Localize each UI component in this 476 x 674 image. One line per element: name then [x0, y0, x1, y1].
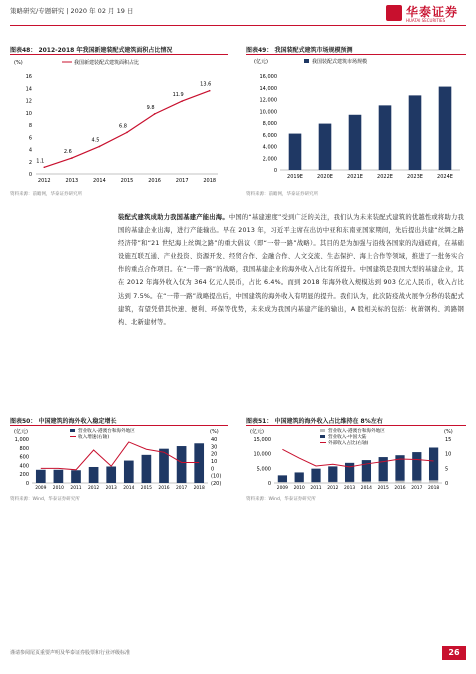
y-tick-label: 14,000 [259, 85, 277, 92]
legend-label: 营业收入-中国大陆 [328, 435, 367, 440]
data-label: 1.1 [36, 158, 45, 165]
x-tick-label: 2015 [120, 178, 134, 184]
x-tick-label: 2011 [310, 486, 322, 491]
y-tick-label-left: 200 [19, 472, 29, 479]
x-tick-label: 2018 [193, 486, 205, 491]
y-tick-label-left: 10,000 [253, 451, 271, 458]
bar [345, 463, 354, 482]
x-tick-label: 2021E [347, 174, 363, 180]
x-tick-label: 2014 [123, 486, 135, 491]
data-label: 9.8 [146, 104, 155, 111]
bar [89, 467, 99, 483]
y-tick-label: 2 [28, 159, 32, 166]
bar [362, 482, 371, 483]
y-tick-label-left: 600 [19, 454, 29, 461]
legend-label: 收入增速(右轴) [78, 435, 110, 440]
x-tick-label: 2012 [88, 486, 100, 491]
logo-subtext: HUATAI SECURITIES [406, 18, 446, 23]
bar [319, 124, 332, 170]
y-tick-label-right: 20 [211, 451, 218, 458]
x-tick-label: 2012 [327, 486, 339, 491]
y-tick-label: 2,000 [262, 156, 277, 163]
data-point [154, 113, 156, 115]
y-tick-label: 6 [28, 135, 32, 142]
x-tick-label: 2010 [52, 486, 64, 491]
bar [194, 443, 204, 483]
data-point [209, 90, 211, 92]
bar [278, 482, 287, 483]
brand-logo [386, 3, 466, 27]
bar [429, 447, 438, 480]
y-axis-unit: (亿元) [254, 59, 268, 65]
x-tick-label: 2013 [105, 486, 117, 491]
figure-48-source: 资料来源：前瞻网，华泰证券研究所 [10, 192, 82, 197]
bar [328, 466, 337, 482]
y-tick-label-right: (20) [211, 481, 222, 487]
y-tick-label: 10 [25, 110, 32, 117]
bar [278, 475, 287, 482]
bar [412, 452, 421, 480]
bar [379, 105, 392, 170]
data-point [126, 132, 128, 134]
x-tick-label: 2023E [407, 174, 423, 180]
y-axis-unit-right: (%) [444, 429, 453, 435]
y-axis-unit-left: (亿元) [250, 429, 264, 435]
y-tick-label-right: 0 [445, 481, 449, 487]
x-tick-label: 2009 [35, 486, 47, 491]
data-label: 11.9 [172, 92, 184, 99]
y-tick-label-right: 30 [211, 444, 218, 451]
x-tick-label: 2013 [344, 486, 356, 491]
bar [289, 134, 302, 170]
figure-51-title: 图表51： 中国建筑的海外收入占比维持在 8%左右 [246, 418, 383, 425]
data-label: 4.5 [91, 137, 100, 144]
bar [311, 469, 320, 482]
y-tick-label: 0 [273, 168, 277, 174]
y-tick-label: 12 [25, 98, 32, 105]
x-tick-label: 2018 [203, 178, 217, 184]
x-tick-label: 2016 [148, 178, 161, 184]
y-tick-label: 16,000 [259, 74, 277, 80]
chart-area-share [10, 56, 228, 188]
data-point [181, 100, 183, 102]
figure-49-rule [246, 54, 466, 55]
x-tick-label: 2016 [158, 486, 170, 491]
y-tick-label-left: 400 [19, 463, 29, 470]
chart-overseas-revenue [10, 427, 228, 495]
bar [71, 470, 81, 483]
series-line [282, 449, 433, 467]
y-tick-label: 6,000 [262, 132, 277, 139]
x-tick-label: 2016 [394, 486, 406, 491]
bar [124, 461, 134, 483]
chart-overseas-share [246, 427, 466, 495]
bar [36, 470, 46, 483]
figure-49-source: 资料来源：前瞻网，华泰证券研究所 [246, 192, 318, 197]
x-tick-label: 2019E [287, 174, 303, 180]
chart-market-size [246, 56, 466, 188]
legend-label: 营业收入-港澳台和海外地区 [328, 429, 385, 434]
figure-48-title: 图表48： 2012-2018 年我国新建装配式建筑面积占比情况 [10, 47, 173, 54]
logo-text: 华泰证券 [406, 5, 459, 19]
y-tick-label-right: 10 [211, 459, 218, 465]
y-tick-label: 4,000 [262, 144, 277, 151]
y-tick-label-right: 40 [211, 437, 218, 443]
y-tick-label: 8,000 [262, 121, 277, 127]
y-axis-unit-right: (%) [210, 429, 219, 435]
figure-49-title: 图表49： 我国装配式建筑市场规模预测 [246, 47, 353, 54]
data-label: 13.6 [200, 81, 212, 88]
x-tick-label: 2014 [93, 178, 106, 184]
bar [328, 482, 337, 483]
series-line [41, 442, 199, 470]
paragraph-lead: 装配式建筑成助力我国基建产能出海。 [118, 214, 229, 221]
header-rule [10, 25, 466, 26]
page-header: 策略研究/专题研究 | 2020 年 02 月 19 日 [10, 7, 134, 15]
page-number: 26 [442, 646, 466, 660]
x-tick-label: 2010 [293, 486, 305, 491]
y-tick-label-left: 15,000 [253, 437, 271, 443]
y-tick-label: 10,000 [259, 109, 277, 116]
legend-label: 我国装配式建筑市场规模 [312, 59, 368, 65]
bar [439, 87, 452, 170]
x-tick-label: 2020E [317, 174, 333, 180]
logo-mark-icon [386, 5, 402, 21]
bar [142, 455, 152, 483]
data-label: 2.6 [63, 149, 72, 156]
x-tick-label: 2022E [377, 174, 393, 180]
data-point [71, 157, 73, 159]
x-tick-label: 2011 [70, 486, 82, 491]
y-tick-label-left: 800 [19, 445, 29, 452]
series-line [44, 91, 209, 168]
bar [295, 482, 304, 483]
x-tick-label: 2017 [175, 178, 189, 184]
y-tick-label-left: 1,000 [14, 437, 29, 443]
bar [379, 481, 388, 483]
y-axis-unit: (%) [14, 60, 23, 66]
y-tick-label: 14 [25, 86, 32, 93]
figure-50-title: 图表50： 中国建筑的海外收入稳定增长 [10, 418, 117, 425]
y-tick-label: 8 [28, 123, 32, 129]
data-point [99, 146, 101, 148]
x-tick-label: 2015 [377, 486, 389, 491]
y-tick-label-right: (10) [211, 473, 222, 480]
legend-swatch [304, 59, 309, 63]
x-tick-label: 2024E [437, 174, 453, 180]
legend-swatch [320, 429, 325, 432]
y-tick-label: 0 [28, 172, 32, 178]
x-tick-label: 2017 [176, 486, 188, 491]
x-tick-label: 2015 [140, 486, 152, 491]
bar [345, 482, 354, 483]
figure-50-rule [10, 425, 228, 426]
figure-51-rule [246, 425, 466, 426]
data-point [43, 166, 45, 168]
x-tick-label: 2013 [65, 178, 79, 184]
y-tick-label-right: 15 [445, 437, 452, 443]
bar [429, 480, 438, 483]
figure-51-source: 资料来源：Wind，华泰证券研究所 [246, 497, 316, 502]
bar [54, 470, 64, 483]
legend-label: 营业收入-港澳台和海外地区 [78, 429, 135, 434]
bar [412, 481, 421, 483]
paragraph-body: 中国的“基建速度”受到广泛的关注，我们认为未来装配式建筑的优越性或将助力我国的基建企业出海，进行产能输出。早在 2013 年，习近平主席在出访中亚和东南亚国家期间，先后提出共建“丝绸之路经济带”和“21 世纪海上丝绸之路”的重大倡议（即“一带一路”战略）。其目的是为加强与沿线各国家的沟通磋商，在基础设施互联互通、产业投资、资源开发、经贸合作、金融合作、人文交流、生态保护、海上合作等领域，推进了一批务实合作的重点合作项目。在“一带一路”的战略，我国基建企业的海外收入占比有所提升。中国建筑是我国大型的基建企业，其在 2012 年海外收入仅为 364 亿元人民币，占比 6.4%。而到 2018 年海外收入规模达到 903 亿元人民币，收入占比达到 7.5%。在“一带一路”战略提出后，中国建筑的海外收入有明显的提升。我们认为，此次防疫战火展争分秒的装配式建筑，有望凭借其快速、便利、环保等优势，未来成为我国内基建产能的输出，A 股相关标的包括：杭萧钢构、鸿路钢构、北新建材等。 [118, 214, 464, 326]
legend-label: 我国新建装配式建筑面积占比 [74, 60, 140, 66]
x-tick-label: 2012 [37, 178, 51, 184]
y-tick-label: 4 [28, 147, 32, 154]
bar [349, 115, 362, 170]
y-tick-label-left: 0 [267, 481, 271, 487]
body-paragraph [118, 211, 464, 329]
legend-swatch [70, 429, 75, 432]
y-tick-label-right: 5 [445, 466, 449, 473]
bar [106, 467, 116, 484]
bar [409, 95, 422, 170]
figure-48-rule [10, 54, 228, 55]
y-tick-label-left: 5,000 [256, 466, 271, 473]
y-tick-label: 12,000 [259, 97, 277, 104]
data-label: 6.8 [119, 123, 127, 130]
y-tick-label: 16 [25, 74, 32, 80]
x-tick-label: 2017 [411, 486, 423, 491]
legend-label: 外部收入占比(右轴) [328, 441, 369, 446]
bar [311, 482, 320, 483]
x-tick-label: 2014 [360, 486, 372, 491]
x-tick-label: 2018 [428, 486, 440, 491]
y-tick-label-left: 0 [25, 481, 29, 487]
figure-50-source: 资料来源：Wind，华泰证券研究所 [10, 497, 80, 502]
x-tick-label: 2009 [276, 486, 288, 491]
footer-disclaimer: 谨请参阅尾页重要声明及华泰证券股票和行业评级标准 [10, 650, 131, 656]
y-tick-label-right: 10 [445, 451, 452, 458]
y-tick-label-right: 0 [211, 466, 215, 473]
bar [177, 446, 187, 483]
bar [295, 472, 304, 482]
legend-swatch [320, 435, 325, 438]
y-axis-unit-left: (亿元) [14, 429, 28, 435]
bar [395, 481, 404, 483]
